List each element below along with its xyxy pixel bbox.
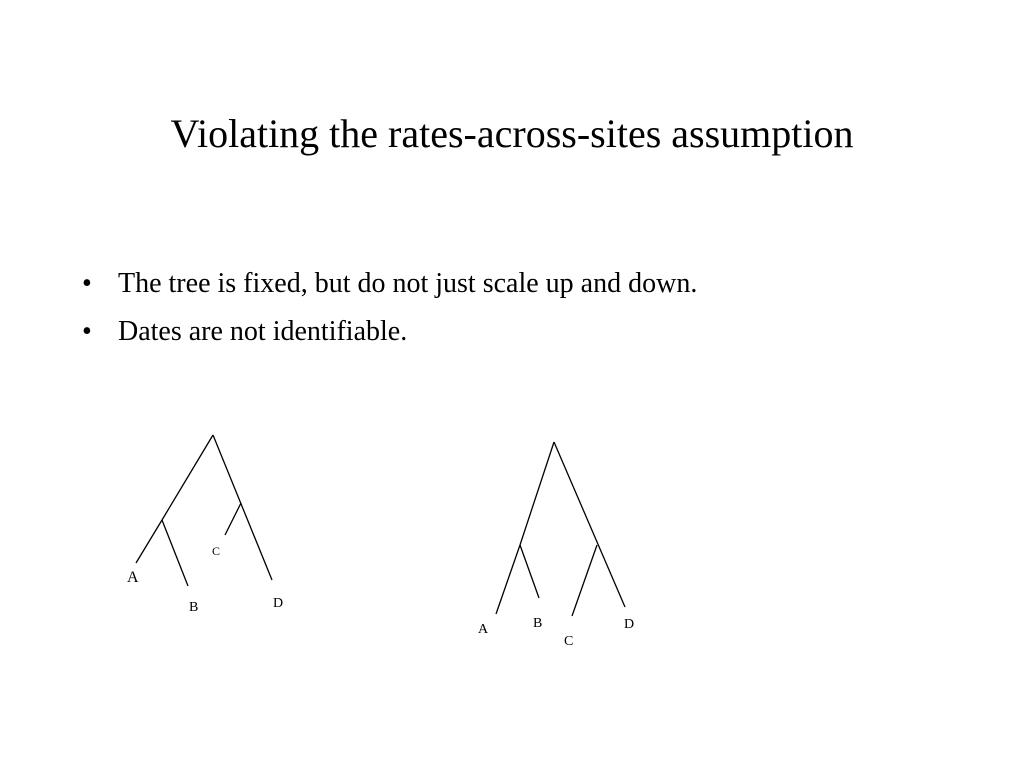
bullet-text: The tree is fixed, but do not just scale up and down. bbox=[118, 268, 698, 299]
tree-right-label-d: D bbox=[624, 617, 635, 632]
tree-right-branch bbox=[572, 545, 597, 616]
tree-left-branch bbox=[136, 520, 162, 563]
tree-right-label-c: C bbox=[564, 634, 574, 649]
tree-left bbox=[127, 435, 283, 615]
slide-title: Violating the rates-across-sites assumption bbox=[170, 111, 854, 156]
tree-right-branch bbox=[520, 442, 554, 545]
bullet-marker: • bbox=[82, 268, 92, 299]
bullet-marker: • bbox=[82, 316, 92, 347]
tree-left-label-a: A bbox=[127, 569, 139, 586]
tree-right-label-a: A bbox=[478, 622, 489, 637]
tree-left-branch bbox=[162, 520, 188, 586]
bullet-text: Dates are not identifiable. bbox=[118, 316, 408, 347]
tree-right-branch bbox=[554, 442, 625, 607]
tree-right bbox=[478, 442, 634, 649]
tree-right-label-b: B bbox=[533, 616, 543, 631]
tree-right-branch bbox=[520, 545, 539, 598]
tree-right-branch bbox=[496, 545, 520, 614]
tree-left-branch bbox=[213, 435, 272, 580]
tree-left-branch bbox=[225, 503, 241, 535]
tree-left-branch bbox=[162, 435, 213, 520]
tree-left-label-b: B bbox=[189, 600, 199, 615]
tree-left-label-c: C bbox=[212, 544, 221, 558]
tree-left-label-d: D bbox=[273, 596, 284, 611]
